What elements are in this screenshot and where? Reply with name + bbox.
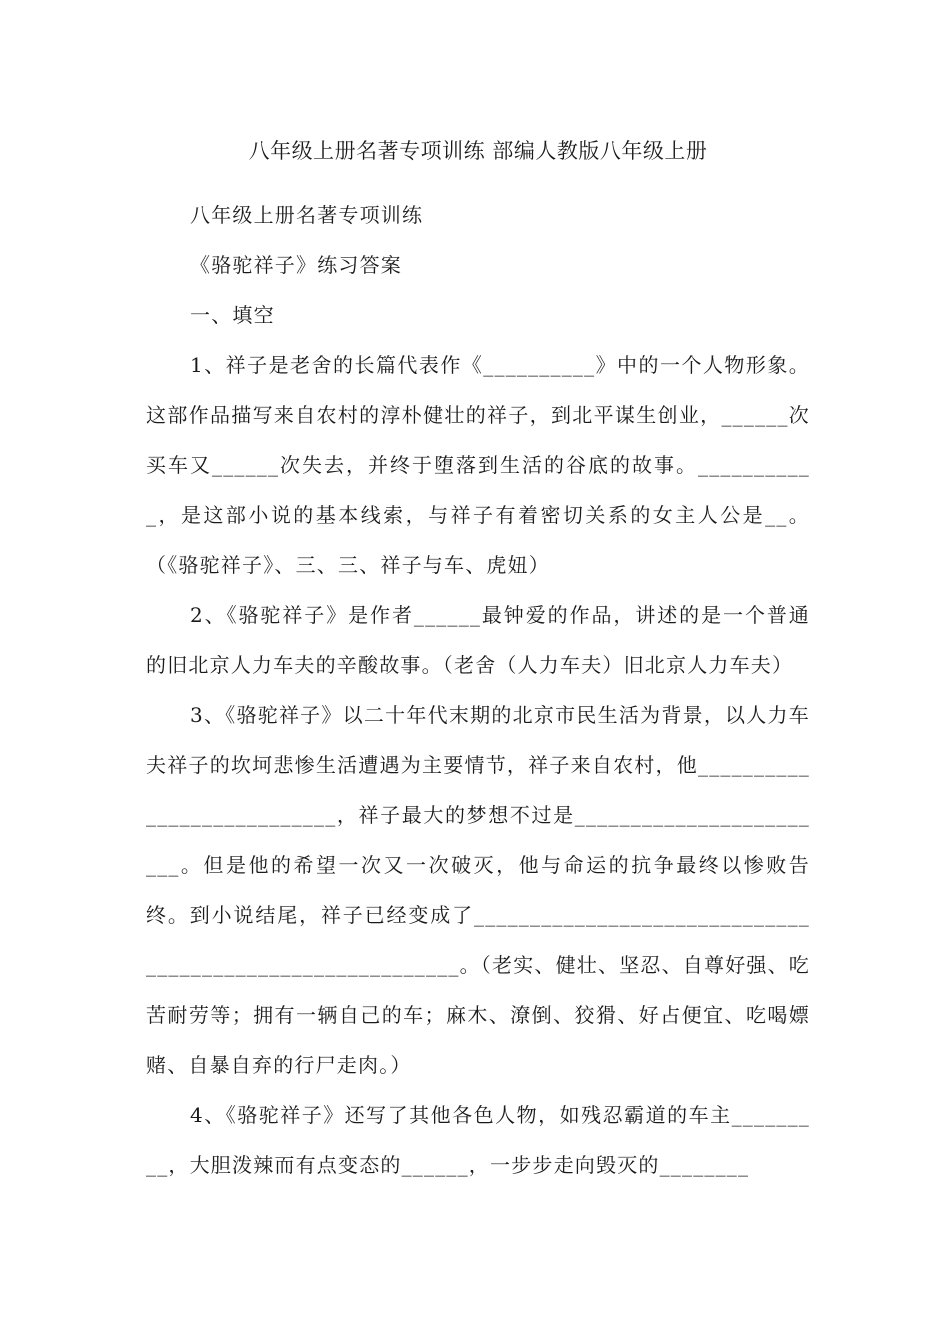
question-3: 3、《骆驼祥子》以二十年代末期的北京市民生活为背景，以人力车夫祥子的坎坷悲惨生活遭遇为主要情节，祥子来自农村，他___________________________，祥子最大的梦想不过是________________________。但是他的希望一次又一次破灭，他与命运的抗争最终以惨败告终。到小说结尾，祥子已经变成了__________________________________________________________。（老实、健壮、坚忍、自尊好强、吃苦耐劳等；拥有一辆自己的车；麻木、潦倒、狡猾、好占便宜、吃喝嫖赌、自暴自弃的行尸走肉。） [146,703,810,1077]
document-title: 八年级上册名著专项训练 部编人教版八年级上册 [248,139,708,163]
section-heading: 一、填空 [190,303,275,327]
question-2: 2、《骆驼祥子》是作者______最钟爱的作品，讲述的是一个普通的旧北京人力车夫的辛酸故事。（老舍（人力车夫）旧北京人力车夫） [146,603,810,677]
section-title: 《骆驼祥子》练习答案 [190,253,402,277]
question-1: 1、祥子是老舍的长篇代表作《__________》中的一个人物形象。这部作品描写来自农村的淳朴健壮的祥子，到北平谋生创业，______次买车又______次失去，并终于堕落到生活的谷底的故事。___________，是这部小说的基本线索，与祥子有着密切关系的女主人公是__。（《骆驼祥子》、三、三、祥子与车、虎妞） [146,353,810,577]
document-subtitle: 八年级上册名著专项训练 [190,203,424,227]
question-4: 4、《骆驼祥子》还写了其他各色人物，如残忍霸道的车主_________，大胆泼辣而有点变态的______，一步步走向毁灭的________ [146,1103,810,1177]
